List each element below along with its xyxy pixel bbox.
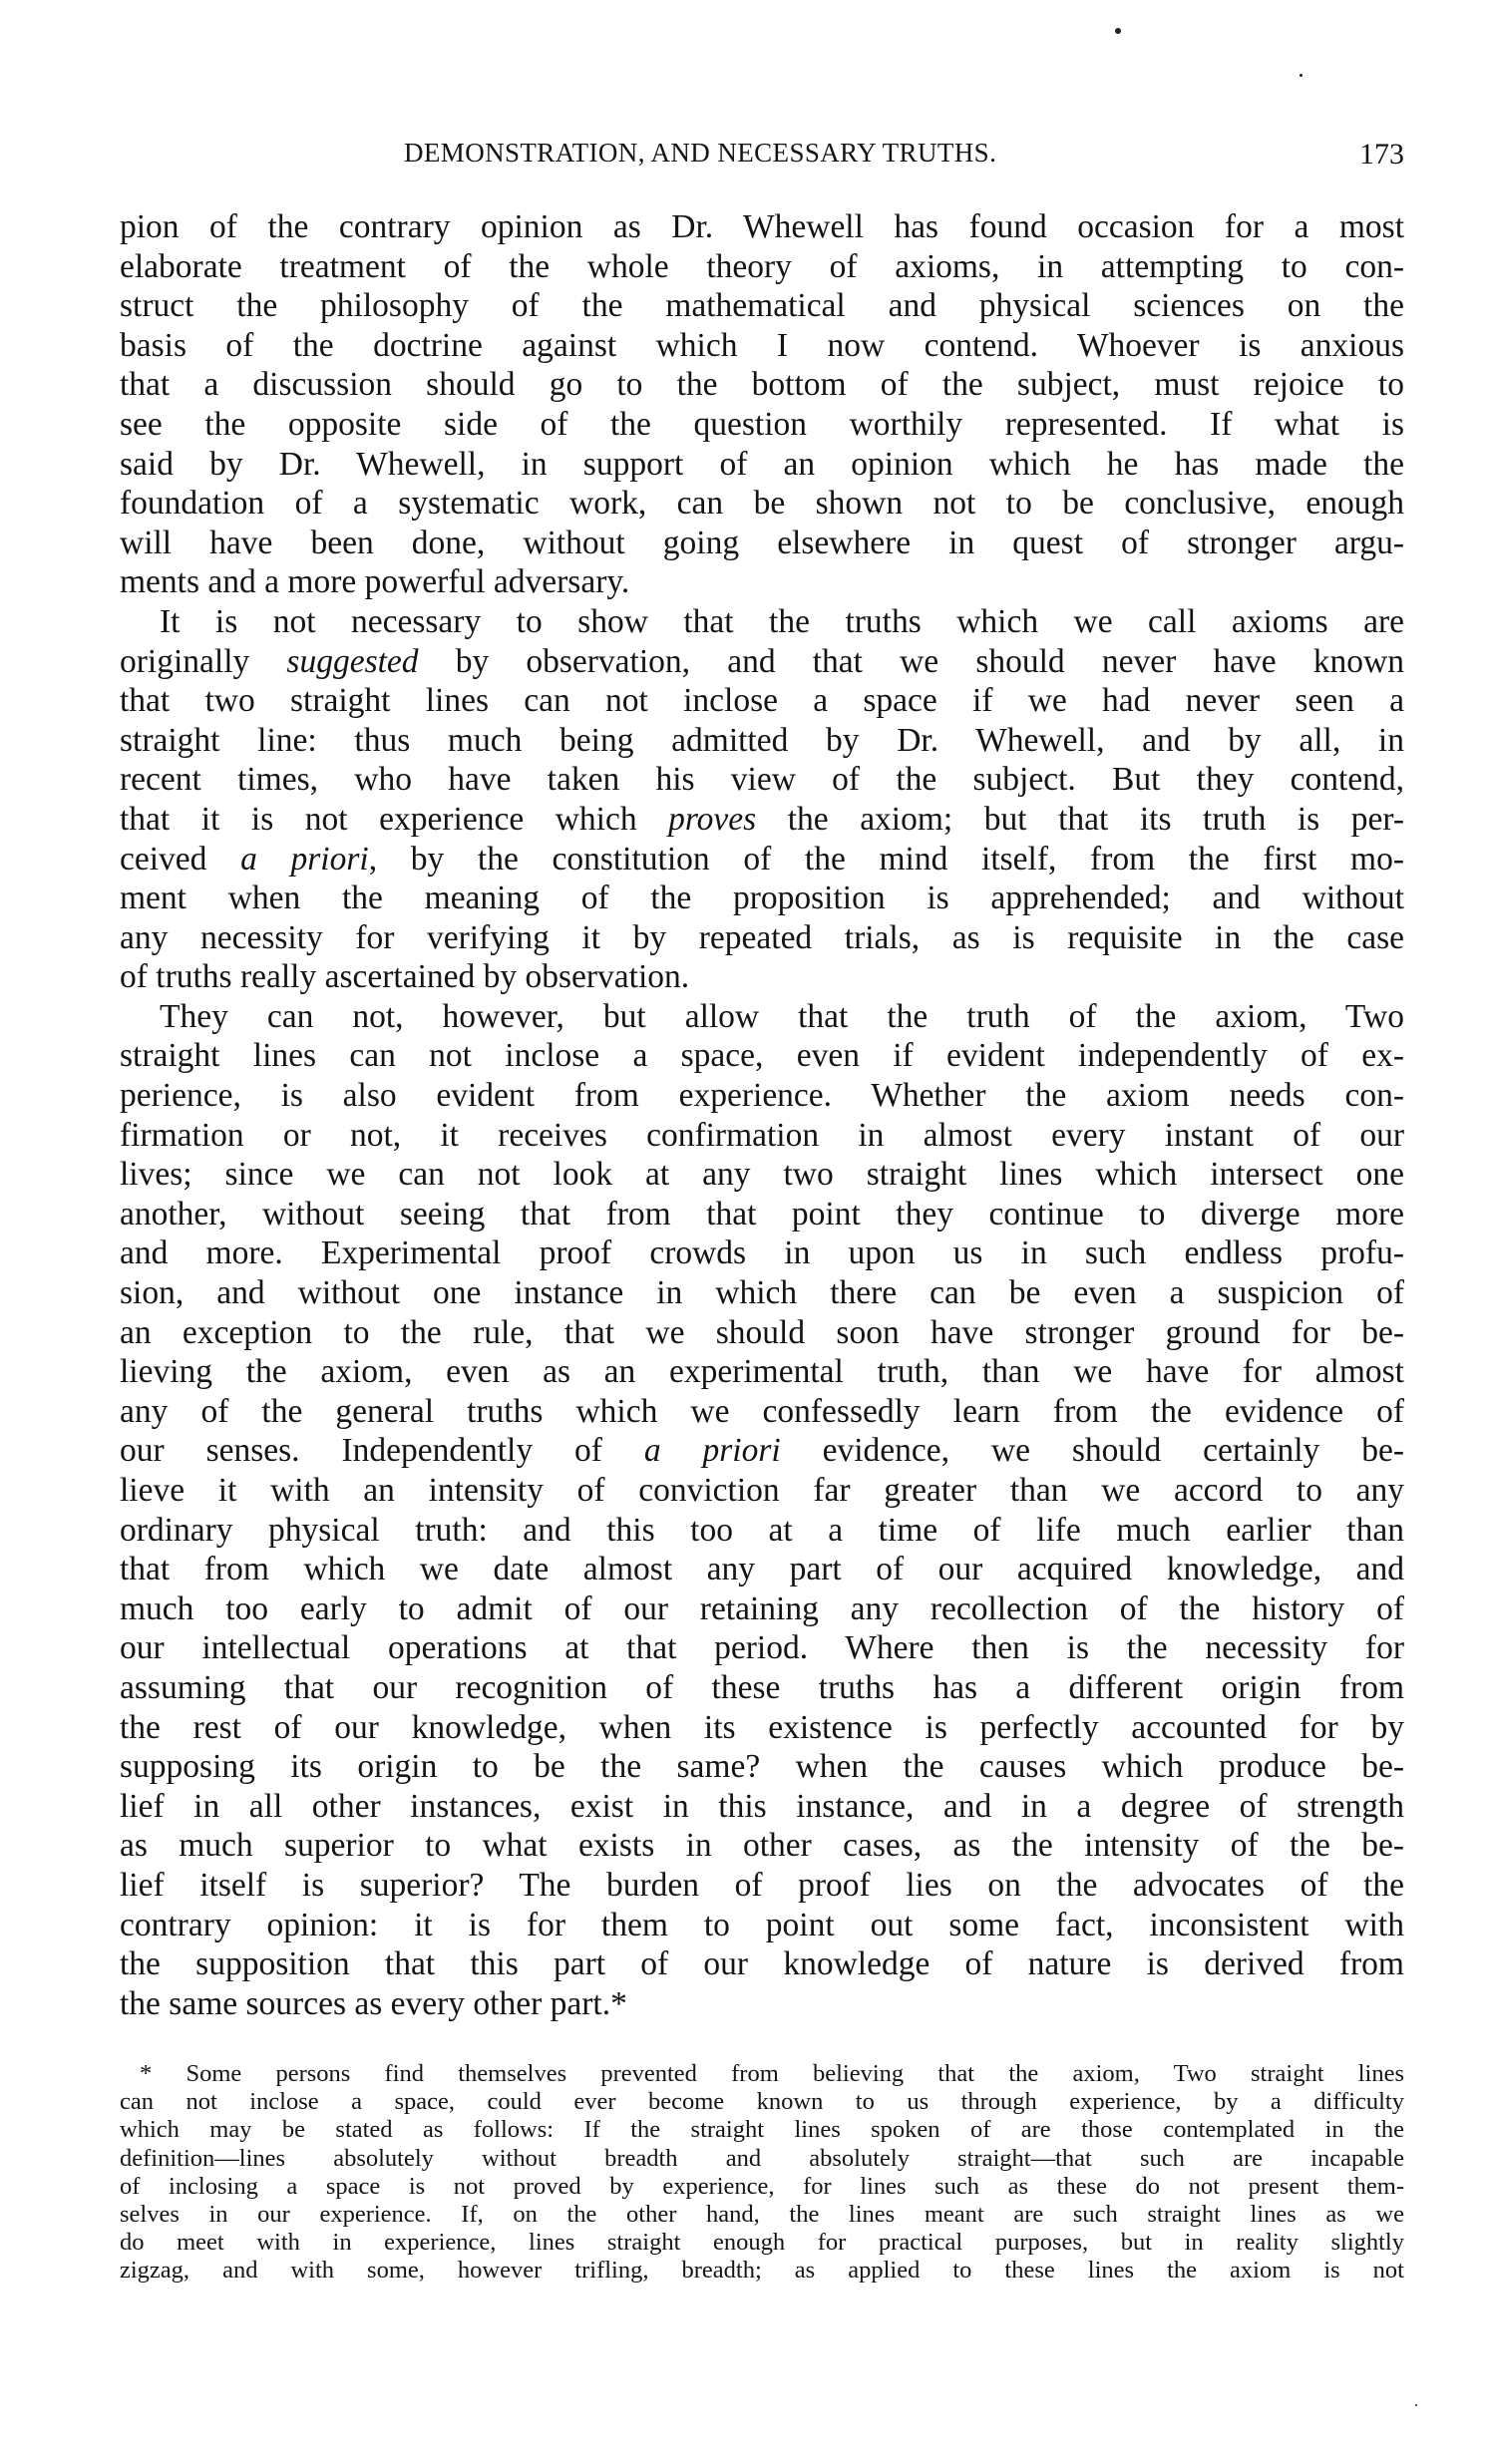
italic-word: a priori [240,840,369,878]
paragraph-2 [120,602,1404,997]
text-line: lief itself is superior? The burden of proof lies on the advocates of the [120,1866,1404,1904]
text-line: see the opposite side of the question worthily represented. If what is [120,405,1404,443]
footnote-line: zigzag, and with some, however trifling, breadth; as applied to these lines the axiom is not [120,2257,1404,2285]
text-line: any of the general truths which we confessedly learn from the evidence of [120,1392,1404,1430]
text-line: the same sources as every other part.* [120,1984,627,2022]
text-run: by observation, and that we should never have known [418,642,1404,680]
text-line [120,840,1404,880]
text-line: lieve it with an intensity of conviction far greater than we accord to any [120,1472,1404,1509]
text-line: ments and a more powerful adversary. [120,563,630,601]
text-line: firmation or not, it receives confirmation in almost every instant of our [120,1116,1404,1154]
text-line: assuming that our recognition of these truths has a different origin from [120,1668,1404,1706]
footnote-line: * Some persons find themselves prevented from believing that the axiom, Two straight lines [140,2060,1404,2087]
text-line: ordinary physical truth: and this too at a time of life much earlier than [120,1511,1404,1549]
text-line: the supposition that this part of our knowledge of nature is derived from [120,1945,1404,1983]
text-line: It is not necessary to show that the truths which we call axioms are [160,602,1404,640]
text-run: evidence, we should certainly be- [780,1432,1404,1470]
text-line: pion of the contrary opinion as Dr. Whewell has found occasion for a most [120,208,1404,245]
footnote-line: selves in our experience. If, on the other hand, the lines meant are such straight lines as we [120,2200,1404,2228]
italic-word: a priori [643,1432,781,1470]
footnote-line: definition—lines absolutely without breadth and absolutely straight—that such are incapable [120,2144,1404,2172]
text-line: that two straight lines can not inclose a space if we had never seen a [120,682,1404,720]
text-line: our intellectual operations at that period. Where then is the necessity for [120,1629,1404,1667]
text-line: perience, is also evident from experience. Whether the axiom needs con- [120,1077,1404,1115]
text-line: as much superior to what exists in other cases, as the intensity of the be- [120,1827,1404,1865]
text-line: supposing its origin to be the same? when the causes which produce be- [120,1748,1404,1786]
scan-speck [1115,28,1121,34]
text-line: and more. Experimental proof crowds in upon us in such endless profu- [120,1234,1404,1272]
scan-speck [1415,2404,1417,2406]
text-line: straight line: thus much being admitted by Dr. Whewell, and by all, in [120,721,1404,759]
text-line: that from which we date almost any part of our acquired knowledge, and [120,1551,1404,1588]
footnote-line: of inclosing a space is not proved by experience, for lines such as these do not present them- [120,2172,1404,2200]
paragraph-3 [120,997,1404,2023]
text-line: ment when the meaning of the proposition is apprehended; and without [120,880,1404,917]
text-line [120,642,1404,682]
footnote-line: which may be stated as follows: If the straight lines spoken of are those contemplated in the [120,2116,1404,2144]
text-line: will have been done, without going elsewhere in quest of stronger argu- [120,524,1404,561]
text-line: basis of the doctrine against which I now contend. Whoever is anxious [120,326,1404,364]
text-line: any necessity for verifying it by repeated trials, as is requisite in the case [120,918,1404,956]
text-run: originally [120,642,287,680]
italic-word: suggested [286,642,419,680]
text-line: of truths really ascertained by observation. [120,958,690,996]
text-line: said by Dr. Whewell, in support of an opinion which he has made the [120,445,1404,483]
text-line: the rest of our knowledge, when its existence is perfectly accounted for by [120,1708,1404,1746]
text-line: foundation of a systematic work, can be shown not to be conclusive, enough [120,485,1404,523]
text-line: straight lines can not inclose a space, even if evident independently of ex- [120,1037,1404,1075]
page-number: 173 [1359,138,1404,171]
page-header [120,138,1404,177]
text-line: recent times, who have taken his view of the subject. But they contend, [120,761,1404,799]
text-line: an exception to the rule, that we should soon have stronger ground for be- [120,1313,1404,1351]
text-line: lief in all other instances, exist in this instance, and in a degree of strength [120,1787,1404,1825]
body-text [120,207,1404,2023]
paragraph-1 [120,207,1404,602]
footnote-line: can not inclose a space, could ever become known to us through experience, by a difficulty [120,2088,1404,2116]
text-line: sion, and without one instance in which there can be even a suspicion of [120,1274,1404,1312]
text-run: ceived [120,840,241,878]
text-line: much too early to admit of our retaining any recollection of the history of [120,1589,1404,1627]
text-run: the axiom; but that its truth is per- [756,800,1404,838]
text-line: elaborate treatment of the whole theory of axioms, in attempting to con- [120,247,1404,285]
text-line: struct the philosophy of the mathematical and physical sciences on the [120,287,1404,325]
footnote [120,2060,1404,2286]
text-line: They can not, however, but allow that the truth of the axiom, Two [160,997,1404,1035]
text-line: lives; since we can not look at any two straight lines which intersect one [120,1156,1404,1194]
footnote-line: do meet with in experience, lines straight enough for practical purposes, but in reality slightly [120,2229,1404,2257]
text-line [120,1431,1404,1471]
text-line [120,800,1404,840]
text-line: another, without seeing that from that point they continue to diverge more [120,1195,1404,1232]
text-line: that a discussion should go to the bottom of the subject, must rejoice to [120,366,1404,404]
scan-speck [1300,74,1303,77]
text-line: lieving the axiom, even as an experimental truth, than we have for almost [120,1353,1404,1391]
text-run: that it is not experience which [120,800,669,838]
text-run: , by the constitution of the mind itself, from the first mo- [368,840,1404,878]
text-line: contrary opinion: it is for them to point out some fact, inconsistent with [120,1906,1404,1943]
italic-word: proves [668,800,757,838]
text-run: our senses. Independently of [120,1432,644,1470]
running-title: DEMONSTRATION, AND NECESSARY TRUTHS. [404,138,997,168]
